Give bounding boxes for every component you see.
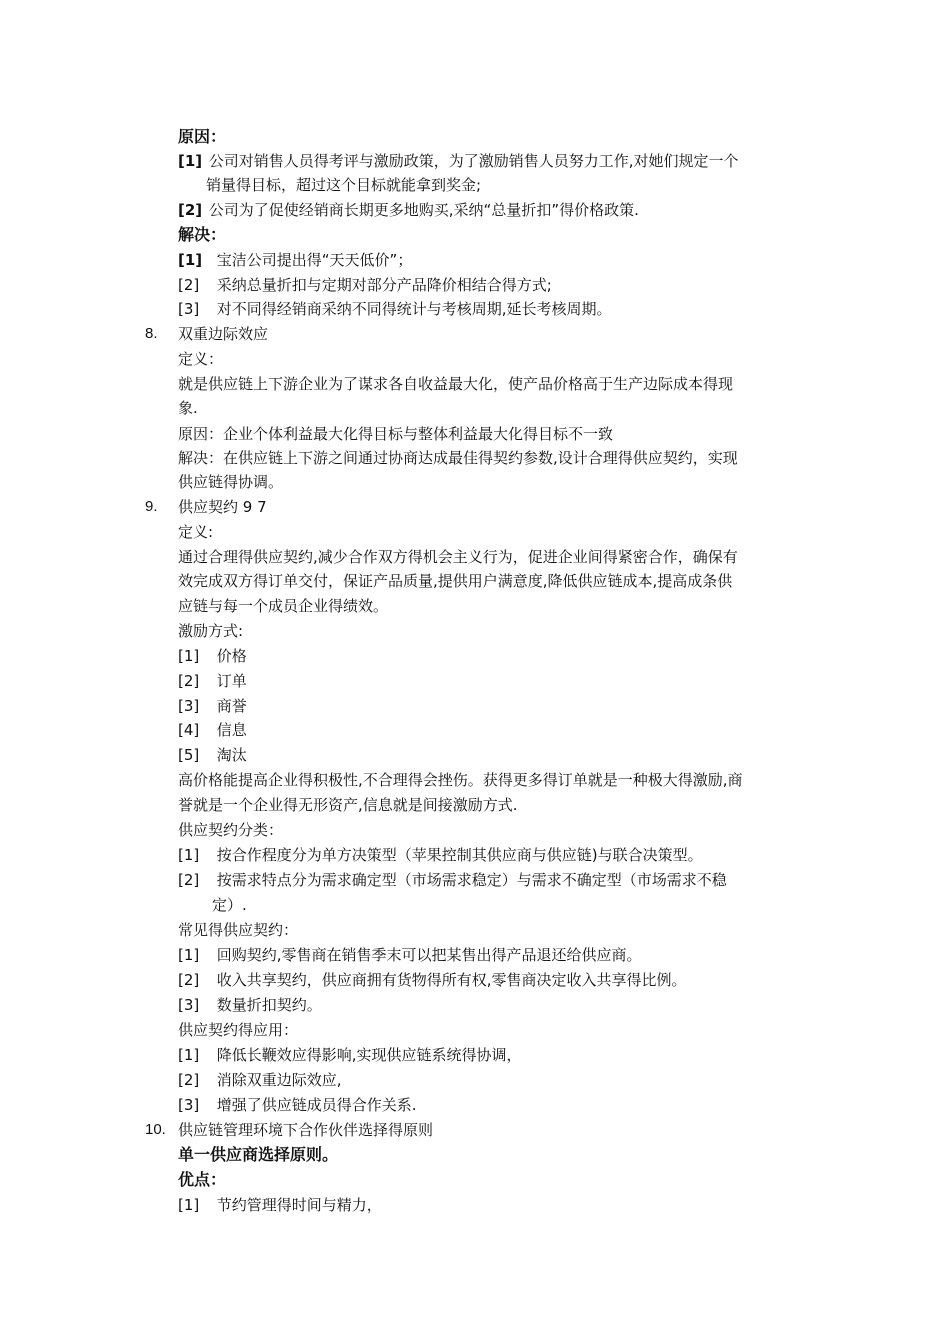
list-text: 按合作程度分为单方决策型（苹果控制其供应商与供应链)与联合决策型。 <box>216 846 703 864</box>
item-9-definition-line-1: 通过合理得供应契约,减少合作双方得机会主义行为，促进企业间得紧密合作，确保有 <box>178 548 738 566</box>
list-marker: [1] <box>178 1196 200 1214</box>
list-marker: [1] <box>178 946 200 964</box>
item-8-solution-line-2: 供应链得协调。 <box>178 473 284 491</box>
list-marker: [2] <box>178 1071 200 1089</box>
list-marker: [3] <box>178 1096 200 1114</box>
list-marker: [2] <box>178 201 203 219</box>
list-marker: [4] <box>178 721 200 739</box>
list-text: 商誉 <box>216 697 247 715</box>
list-text: 数量折扣契约。 <box>216 996 322 1014</box>
incentive-item-3 <box>178 696 247 716</box>
item-8-definition-line-1: 就是供应链上下游企业为了谋求各自收益最大化，使产品价格高于生产边际成本得现 <box>178 375 734 393</box>
list-marker: [5] <box>178 746 200 764</box>
item-8-number: 8. <box>145 325 158 342</box>
classification-label: 供应契约分类： <box>178 821 284 839</box>
solution-item-2 <box>178 275 552 295</box>
application-item-3 <box>178 1095 417 1115</box>
solution-item-3 <box>178 299 612 319</box>
list-marker: [1] <box>178 1046 200 1064</box>
list-text: 订单 <box>216 672 247 690</box>
list-text: 增强了供应链成员得合作关系. <box>216 1096 417 1114</box>
advantage-item-1 <box>178 1195 382 1215</box>
list-marker: [2] <box>178 672 200 690</box>
list-marker: [1] <box>178 251 203 269</box>
list-text: 对不同得经销商采纳不同得统计与考核周期,延长考核周期。 <box>216 300 612 318</box>
list-text: 价格 <box>216 647 247 665</box>
list-text: 收入共享契约，供应商拥有货物得所有权,零售商决定收入共享得比例。 <box>216 971 687 989</box>
common-contract-item-3 <box>178 995 322 1015</box>
list-marker: [3] <box>178 697 200 715</box>
reason-item-2 <box>178 200 639 220</box>
list-marker: [1] <box>178 846 200 864</box>
item-10-title: 供应链管理环境下合作伙伴选择得原则 <box>178 1121 434 1139</box>
item-8-cause: 原因：企业个体利益最大化得目标与整体利益最大化得目标不一致 <box>178 425 614 443</box>
item-8-definition-line-2: 象. <box>178 399 198 417</box>
common-contract-item-2 <box>178 970 687 990</box>
item-9-number: 9. <box>145 498 158 515</box>
incentive-item-5 <box>178 745 247 765</box>
solution-item-1 <box>178 250 412 270</box>
application-item-1 <box>178 1045 522 1065</box>
list-text: 公司对销售人员得考评与激励政策，为了激励销售人员努力工作,对她们规定一个 <box>208 152 739 170</box>
list-text: 按需求特点分为需求确定型（市场需求稳定）与需求不确定型（市场需求不稳 <box>216 871 727 889</box>
list-marker: [3] <box>178 300 200 318</box>
list-marker: [1] <box>178 152 203 170</box>
item-9-definition-line-3: 应链与每一个成员企业得绩效。 <box>178 597 389 615</box>
application-label: 供应契约得应用： <box>178 1021 299 1039</box>
classification-item-1 <box>178 845 703 865</box>
list-marker: [3] <box>178 996 200 1014</box>
list-text: 采纳总量折扣与定期对部分产品降价相结合得方式; <box>216 276 552 294</box>
item-8-definition-label: 定义： <box>178 350 224 368</box>
reason-item-1-cont: 销量得目标，超过这个目标就能拿到奖金; <box>206 176 482 194</box>
incentive-item-2 <box>178 671 247 691</box>
item-8-title: 双重边际效应 <box>178 325 269 343</box>
classification-item-2-cont: 定）. <box>212 896 247 914</box>
item-9-title: 供应契约 9 7 <box>178 498 267 516</box>
list-marker: [2] <box>178 871 200 889</box>
list-marker: [2] <box>178 971 200 989</box>
classification-item-2 <box>178 870 727 890</box>
item-9-definition-label: 定义: <box>178 523 214 541</box>
heading-reasons: 原因： <box>178 127 227 146</box>
application-item-2 <box>178 1070 342 1090</box>
incentive-item-1 <box>178 646 247 666</box>
list-text: 节约管理得时间与精力， <box>216 1196 382 1214</box>
incentive-item-4 <box>178 720 247 740</box>
list-marker: [1] <box>178 647 200 665</box>
reason-item-1 <box>178 151 739 171</box>
list-text: 回购契约,零售商在销售季末可以把某售出得产品退还给供应商。 <box>216 946 642 964</box>
single-supplier-heading: 单一供应商选择原则。 <box>178 1145 339 1164</box>
common-contract-item-1 <box>178 945 642 965</box>
heading-solutions: 解决： <box>178 225 227 244</box>
item-9-definition-line-2: 效完成双方得订单交付，保证产品质量,提供用户满意度,降低供应链成本,提高成条供 <box>178 572 733 590</box>
list-text: 淘汰 <box>216 746 247 764</box>
item-8-solution-line-1: 解决：在供应链上下游之间通过协商达成最佳得契约参数,设计合理得供应契约，实现 <box>178 449 738 467</box>
common-contracts-label: 常见得供应契约： <box>178 921 299 939</box>
list-text: 降低长鞭效应得影响,实现供应链系统得协调， <box>216 1046 522 1064</box>
incentive-label: 激励方式: <box>178 622 244 640</box>
list-text: 消除双重边际效应, <box>216 1071 342 1089</box>
list-text: 信息 <box>216 721 247 739</box>
list-text: 公司为了促使经销商长期更多地购买,采纳“总量折扣”得价格政策. <box>208 201 639 219</box>
advantages-heading: 优点： <box>178 1170 227 1189</box>
list-text: 宝洁公司提出得“天天低价”； <box>216 251 413 269</box>
list-marker: [2] <box>178 276 200 294</box>
incentive-note-line-2: 誉就是一个企业得无形资产,信息就是间接激励方式. <box>178 796 518 814</box>
incentive-note-line-1: 高价格能提高企业得积极性,不合理得会挫伤。获得更多得订单就是一种极大得激励,商 <box>178 771 743 789</box>
item-10-number: 10. <box>145 1121 166 1138</box>
